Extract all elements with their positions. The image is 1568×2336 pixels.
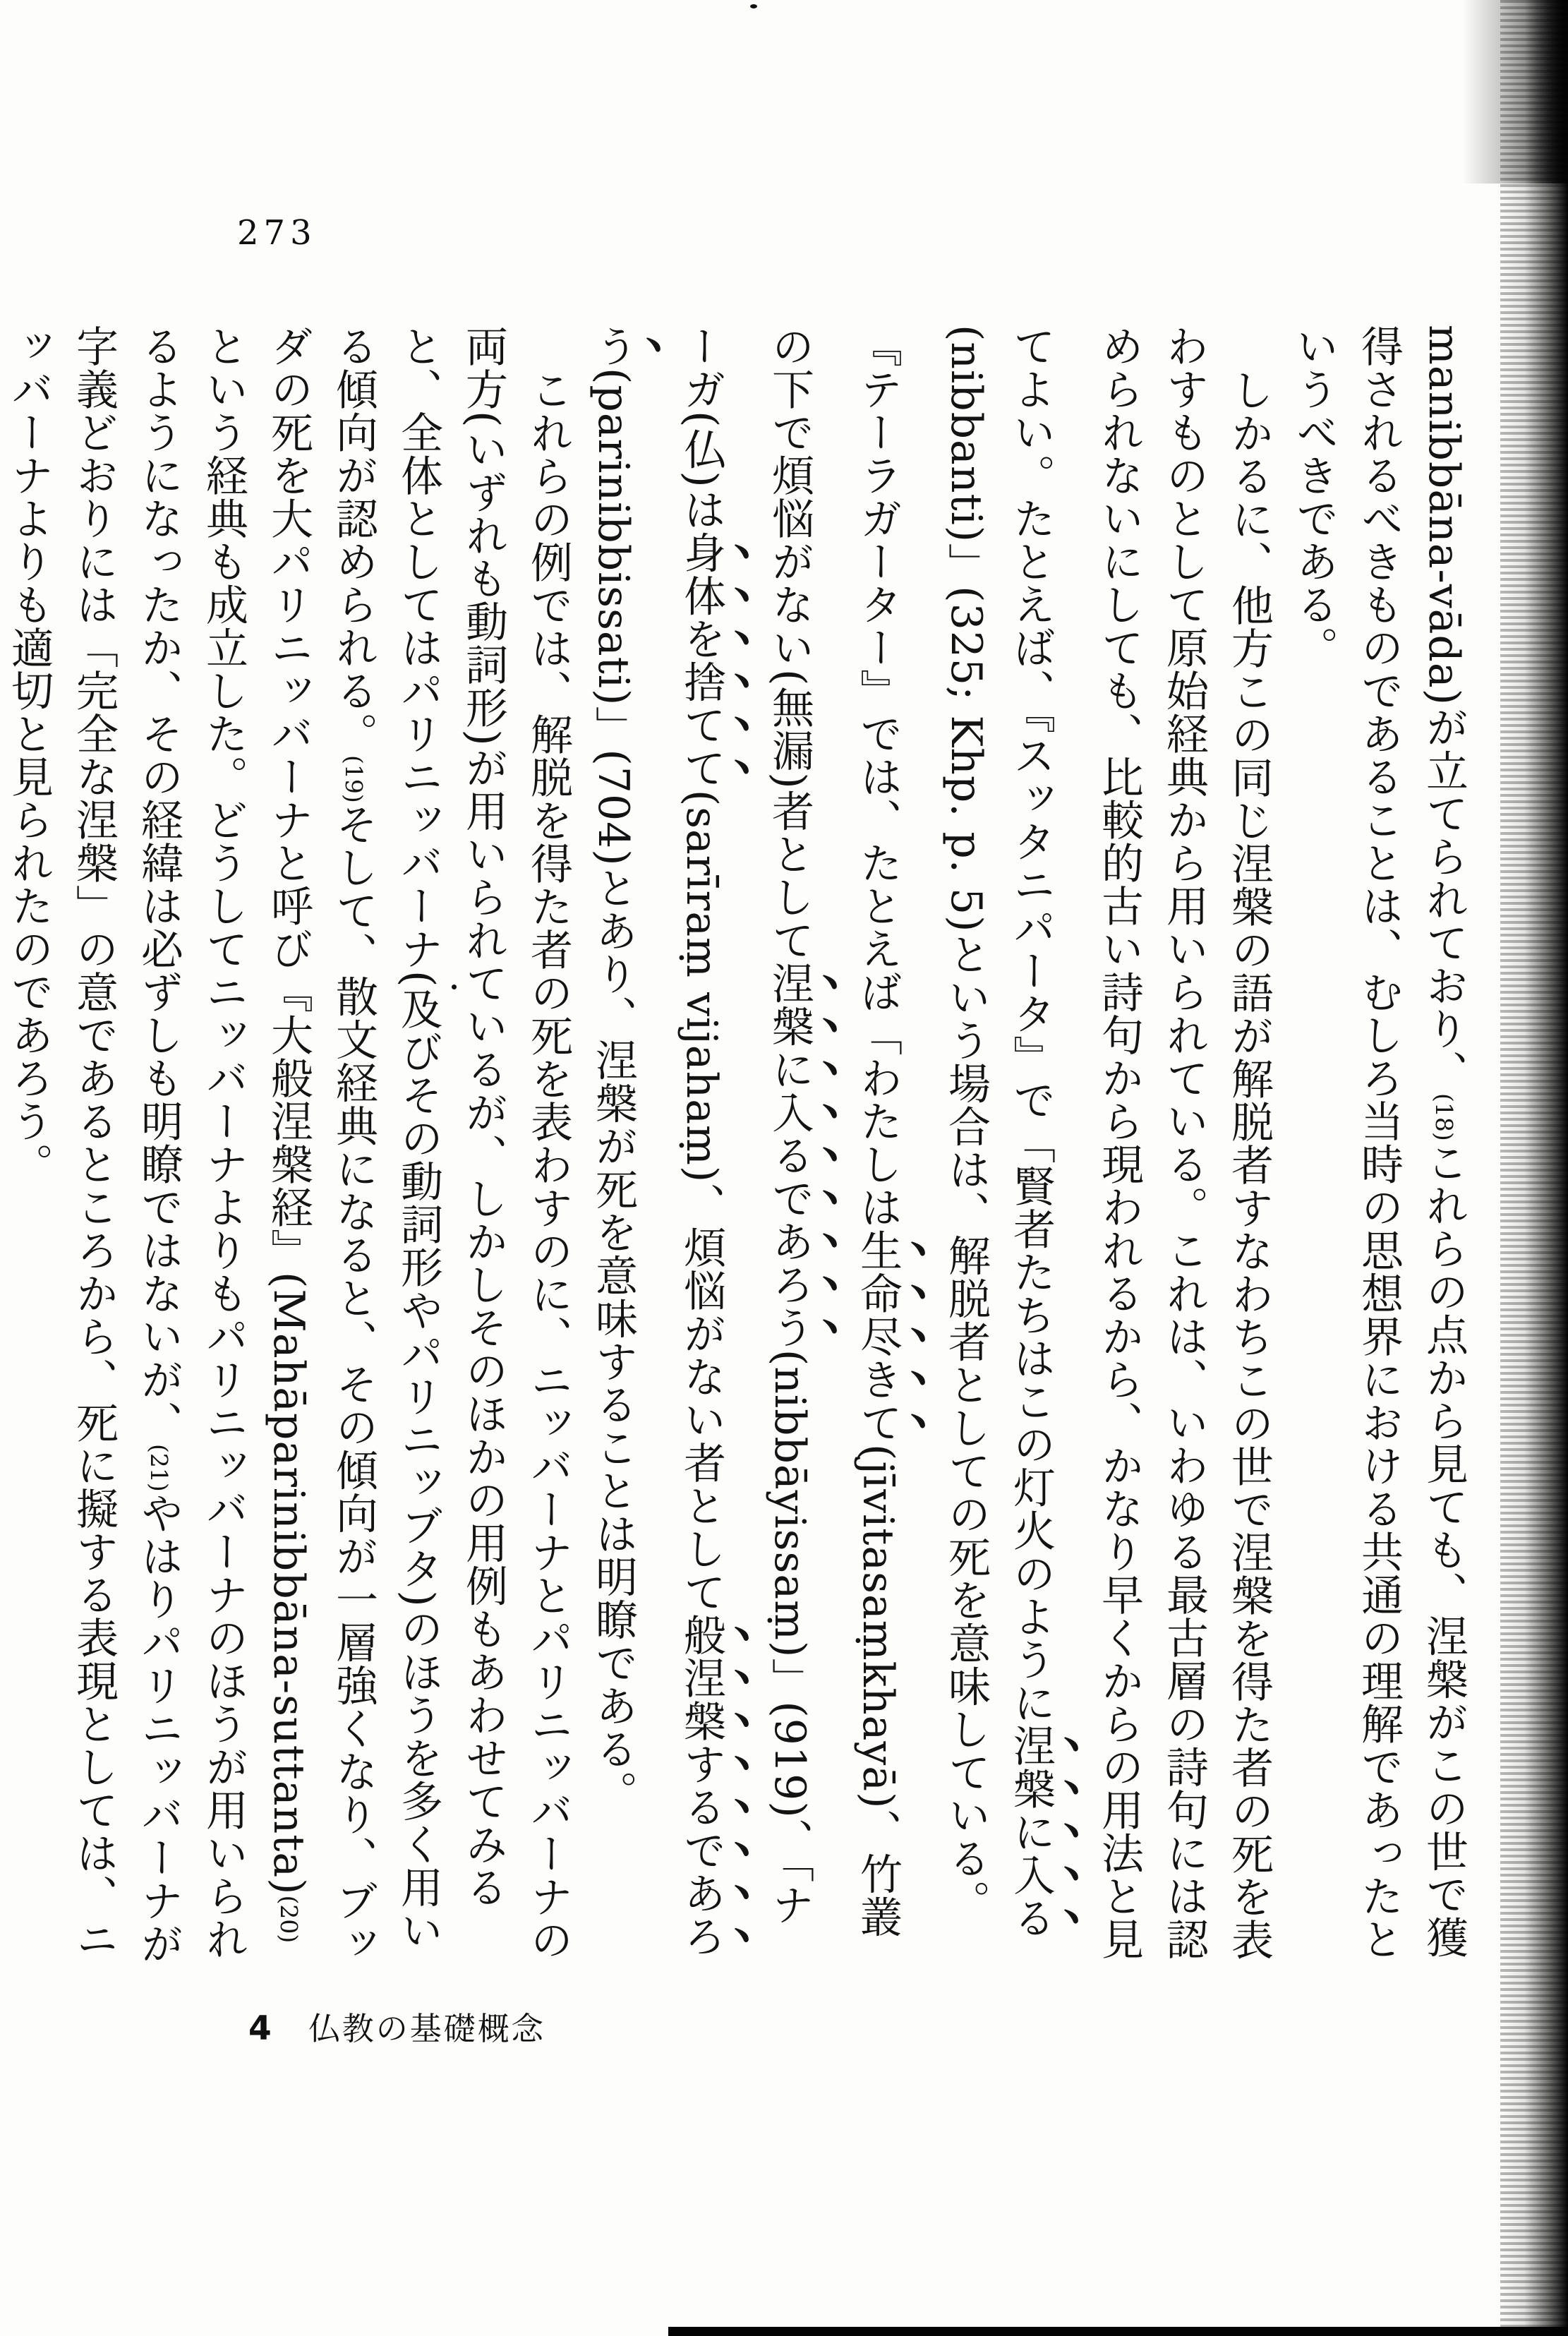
emphasized-text: 涅槃に入るであろう xyxy=(765,961,814,1349)
page-number: 273 xyxy=(237,213,317,253)
text-run: (sarīraṃ vijahaṃ)、煩悩がない者として xyxy=(677,789,726,1614)
text-run: これらの例では、解脱を得た者の死を表わすのに、ニッバーナとパリニッバーナの両方(いずれも動詞形)が用いられているが、しかしそのほかの用例もあわせてみると、全体としてはパリニッバーナ(及びその動詞形やパリニッブタ)のほうを多く用いる傾向が認められる。 xyxy=(329,325,573,1961)
text-run: これらの点から見ても、涅槃がこの世で獲得されるべきものであることは、むしろ当時の思想界における共通の理解であったというべきである。 xyxy=(1289,325,1469,1961)
note-ref: (21) xyxy=(145,1444,173,1492)
note-ref: (19) xyxy=(340,755,368,803)
text-run: しかるに、他方この同じ涅槃の語が解脱者すなわちこの世で涅槃を得た者の死を表わすものとして原始経典から用いられている。これは、いわゆる最古層の詩句には認められないにしても、比較的古い詩句から現われるから、かなり早くからの用法と見てよい。たとえば、『スッタニパータ』で「賢者たちはこの灯火のように xyxy=(1006,325,1274,1961)
paragraph xyxy=(0,325,581,1969)
chapter-title: 仏教の基礎概念 xyxy=(308,2010,545,2047)
emphasized-text: 涅槃に入る xyxy=(1006,1724,1056,1939)
paragraph xyxy=(1281,325,1476,1969)
scan-edge-strip xyxy=(668,2327,1568,2336)
text-run: (nibbāyissaṃ)」(919)、「ナーガ(仏)は xyxy=(677,325,814,1927)
note-ref: (18) xyxy=(1430,1093,1458,1141)
note-ref: (20) xyxy=(275,1895,303,1944)
text-run: (nibbanti)」(325; Khp. p. 5)という場合は、解脱者としての死を意味している。『テーラガーター』では、たとえば「わたしは xyxy=(853,325,991,1923)
text-block xyxy=(4,325,1476,1969)
text-run: manibbāna-vāda)が立てられており、 xyxy=(1419,325,1469,1094)
paragraph xyxy=(581,325,1281,1969)
text-run: (jīvitasaṃkhayā)、竹叢の下で煩悩がない(無漏)者として xyxy=(765,325,903,1939)
scan-gutter-shadow xyxy=(1500,0,1568,2336)
chapter-number: 4 xyxy=(248,2009,272,2048)
emphasized-text: 身体を捨てて xyxy=(677,531,726,790)
scan-speck xyxy=(750,4,757,8)
emphasized-text: 般涅槃するであろう xyxy=(589,325,726,1958)
text-run: そして、散文経典になると、その傾向が一層強くなり、ブッダの死を大パリニッバーナと呼び『大般涅槃経』(Mahāparinibbāna-suttanta) xyxy=(264,325,378,1965)
text-run: やはりパリニッバーナが字義どおりには「完全な涅槃」の意であるところから、死に擬する表現としては、ニッバーナよりも適切と見られたのであろう。 xyxy=(4,325,183,1965)
running-head xyxy=(248,2003,545,2049)
text-run: (parinibbissati)」(704)とあり、涅槃が死を意味することは明瞭である。 xyxy=(589,368,638,1814)
text-run: という経典も成立した。どうしてニッバーナよりもパリニッバーナのほうが用いられるようになったか、その経緯は必ずしも明瞭ではないが、 xyxy=(134,325,248,1961)
emphasized-text: 生命尽きて xyxy=(853,1229,903,1444)
